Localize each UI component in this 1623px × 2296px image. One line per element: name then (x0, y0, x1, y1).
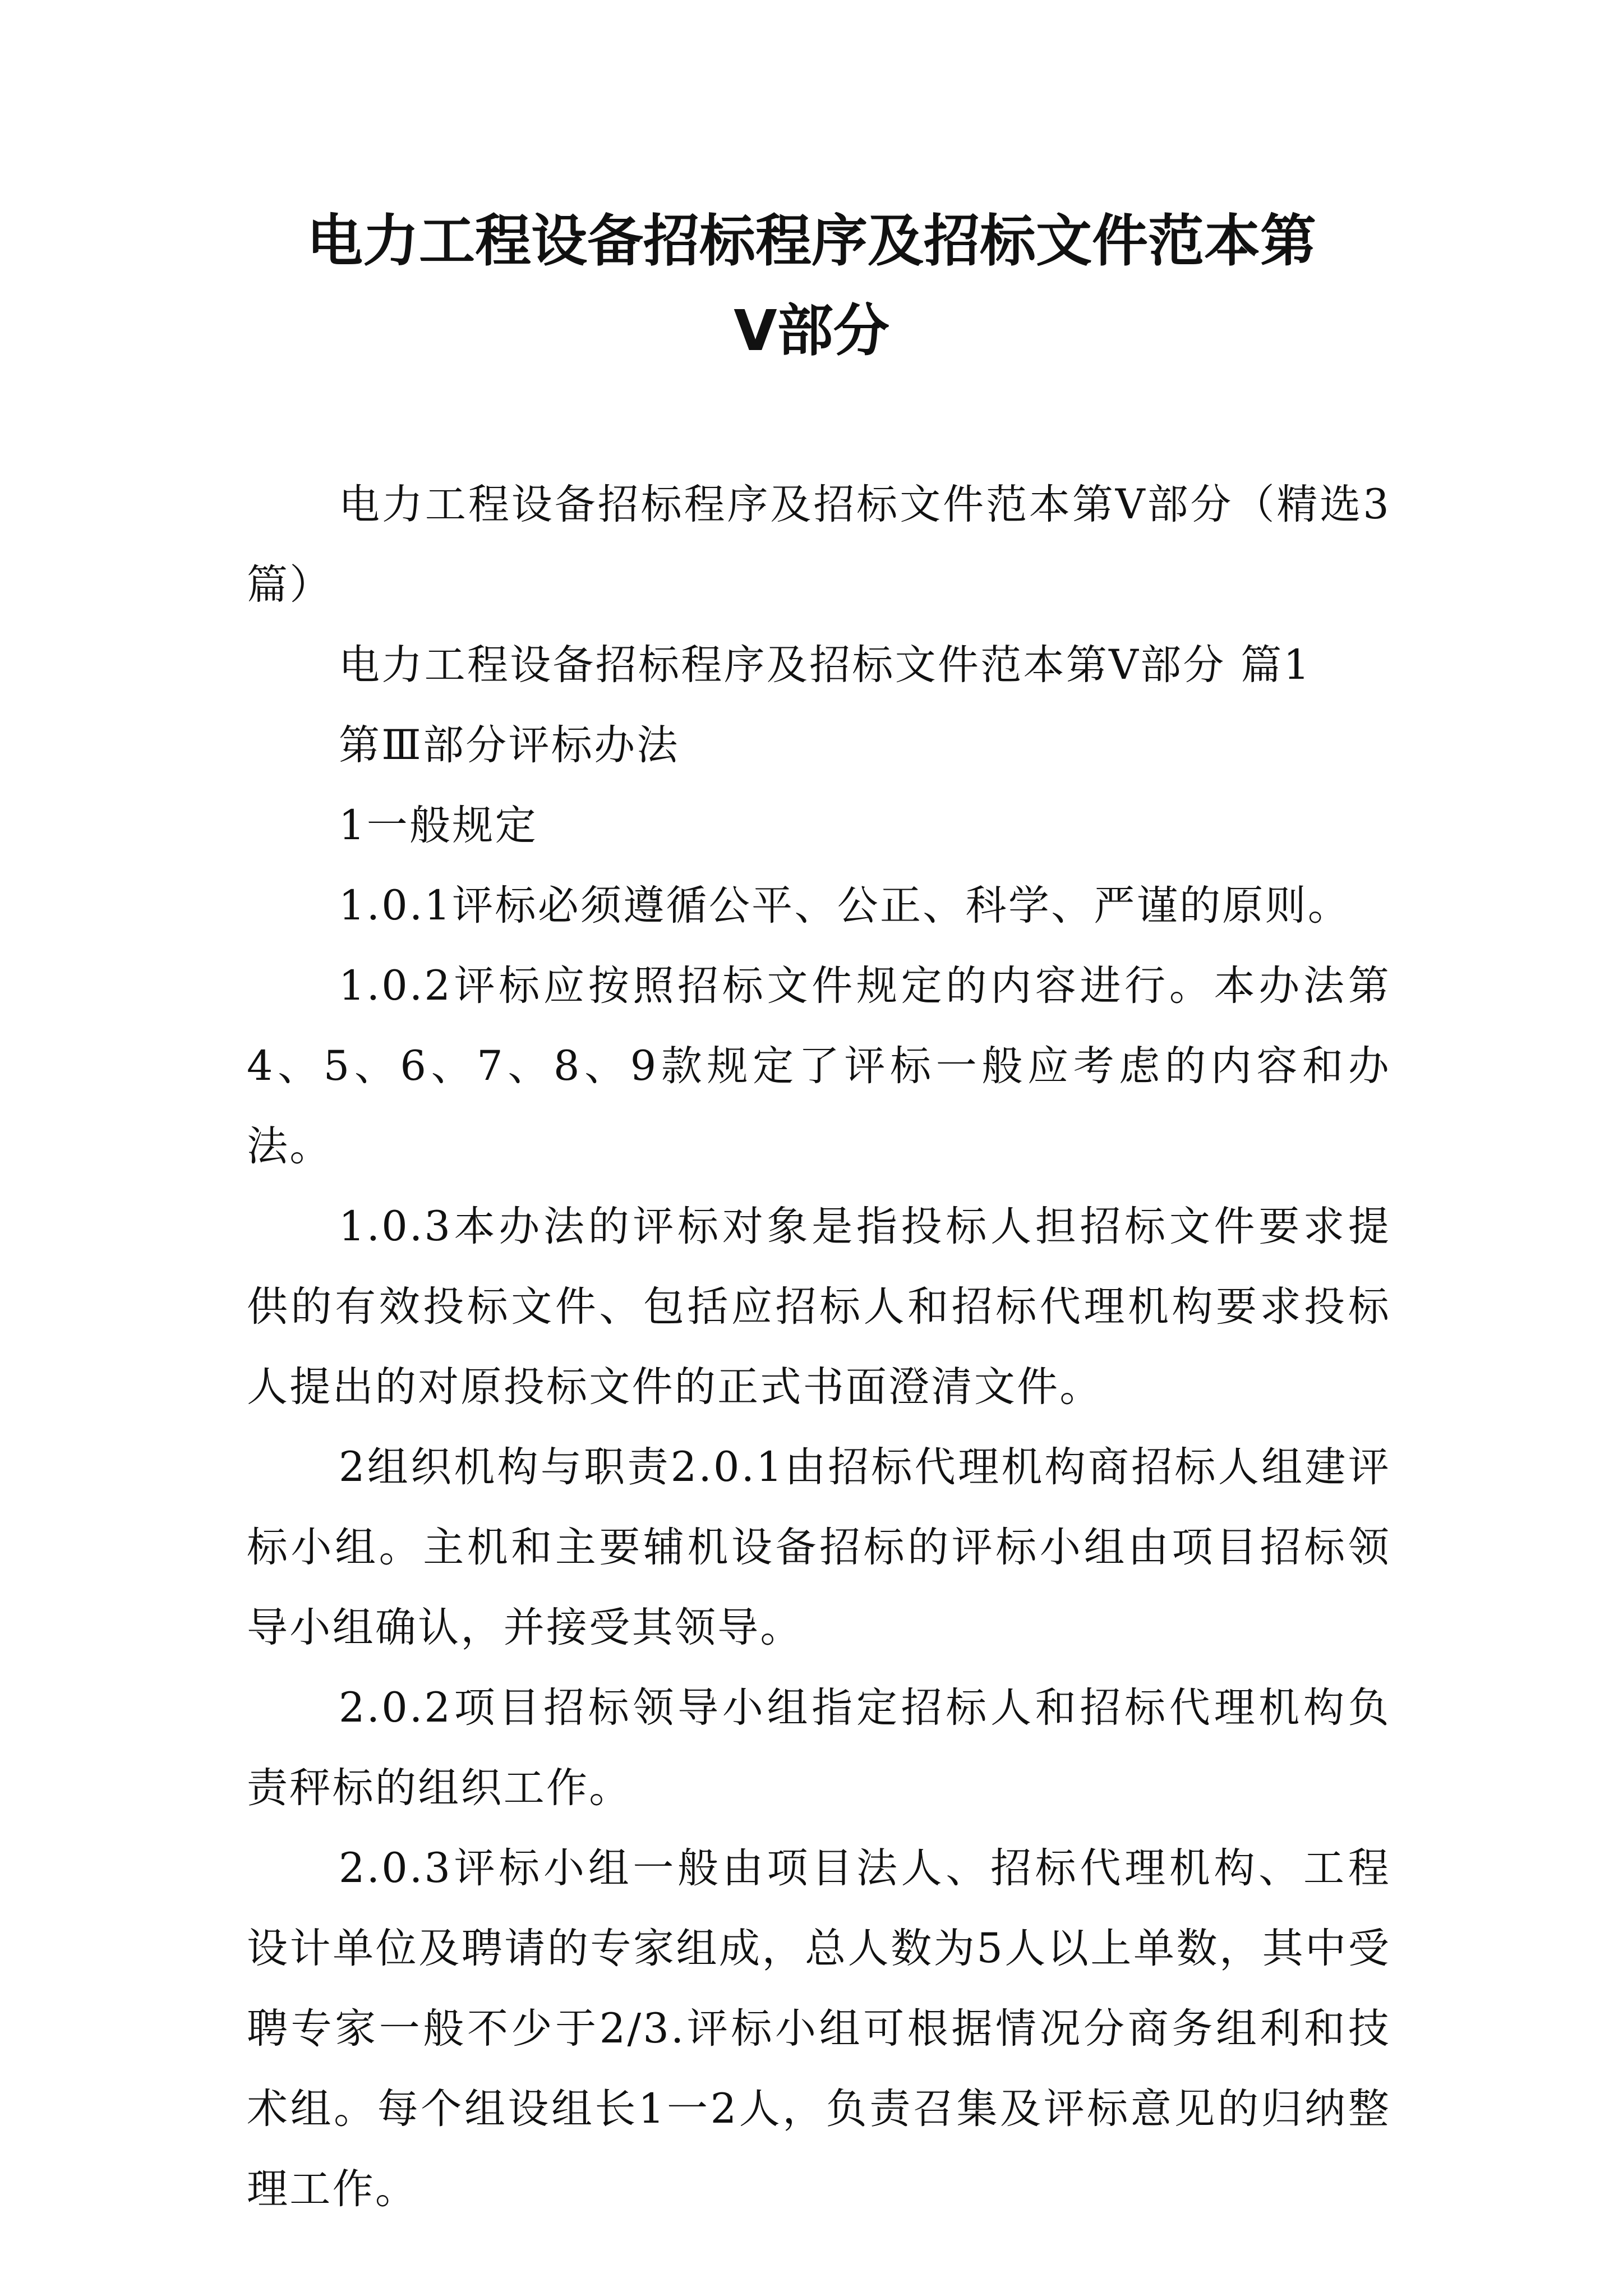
paragraph-clause: 1.0.1评标必须遵循公平、公正、科学、严谨的原则。 (339, 882, 1351, 930)
paragraph-collection-heading: 电力工程设备招标程序及招标文件范本第Ⅴ部分（精选3篇） (247, 481, 1391, 609)
paragraph-clause: 2组织机构与职责2.0.1由招标代理机构商招标人组建评标小组。主机和主要辅机设备招标的评标小组由项目招标领导小组确认，并接受其领导。 (247, 1443, 1391, 1651)
paragraph-clause: 2.0.2项目招标领导小组指定招标人和招标代理机构负责秤标的组织工作。 (247, 1684, 1391, 1812)
paragraph-article-heading: 电力工程设备招标程序及招标文件范本第Ⅴ部分 篇1 (339, 641, 1312, 689)
paragraph-clause: 2.0.3评标小组一般由项目法人、招标代理机构、工程设计单位及聘请的专家组成，总人数为5人以上单数，其中受聘专家一般不少于2/3.评标小组可根据情况分商务组利和技术组。每个组设组长1一2人，负责召集及评标意见的归纳整理工作。 (247, 1844, 1391, 2213)
paragraph-section-heading: 1一般规定 (339, 802, 538, 849)
document-body (247, 464, 1391, 2229)
document-title (168, 196, 1455, 376)
document-title-line-2: Ⅴ部分 (734, 298, 889, 364)
document-title-line-1: 电力工程设备招标程序及招标文件范本第 (307, 208, 1316, 274)
paragraph-part-heading: 第Ⅲ部分评标办法 (339, 721, 680, 769)
paragraph-clause: 1.0.3本办法的评标对象是指投标人担招标文件要求提供的有效投标文件、包括应招标人和招标代理机构要求投标人提出的对原投标文件的正式书面澄清文件。 (247, 1203, 1391, 1411)
paragraph-clause: 1.0.2评标应按照招标文件规定的内容进行。本办法第4、5、6、7、8、9款规定了评标一般应考虑的内容和办法。 (247, 962, 1391, 1170)
